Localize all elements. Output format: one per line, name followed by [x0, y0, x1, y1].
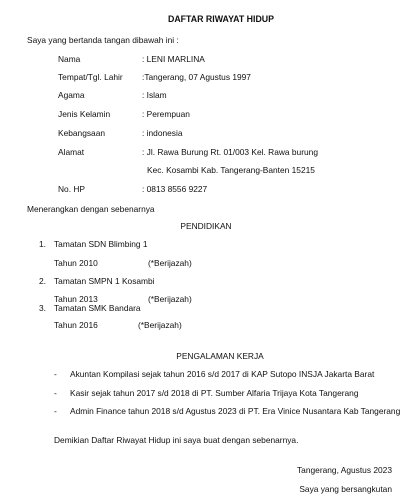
experience-bullet-1: - [54, 369, 57, 379]
education-school-2: Tamatan SMPN 1 Kosambi [54, 276, 155, 286]
value-jenis-kelamin: : Perempuan [142, 109, 190, 119]
label-kebangsaan: Kebangsaan [58, 128, 106, 138]
statement-text: Menerangkan dengan sebenarnya [27, 204, 155, 214]
label-jenis-kelamin: Jenis Kelamin [58, 109, 111, 119]
experience-item-1: Akuntan Kompilasi sejak tahun 2016 s/d 2017 di KAP Sutopo INSJA Jakarta Barat [70, 369, 375, 379]
education-number-1: 1. [39, 239, 46, 249]
experience-item-3: Admin Finance tahun 2018 s/d Agustus 2023 di PT. Era Vinice Nusantara Kab Tangerang [70, 406, 401, 416]
value-kebangsaan: : indonesia [142, 128, 183, 138]
experience-heading: PENGALAMAN KERJA [176, 351, 264, 361]
education-number-3: 3. [39, 303, 46, 313]
label-agama: Agama [58, 90, 85, 100]
education-year-2: Tahun 2013 [54, 294, 98, 304]
value-alamat-line2: Kec. Kosambi Kab. Tangerang-Banten 15215 [147, 165, 315, 175]
value-nama: : LENI MARLINA [142, 54, 205, 64]
label-ttl: Tempat/Tgl. Lahir [58, 72, 123, 82]
signature-place-date: Tangerang, Agustus 2023 [297, 465, 392, 475]
education-number-2: 2. [39, 276, 46, 286]
experience-item-2: Kasir sejak tahun 2017 s/d 2018 di PT. Sumber Alfaria Trijaya Kota Tangerang [70, 388, 359, 398]
education-note-1: (*Berijazah) [148, 258, 192, 268]
education-year-3: Tahun 2016 [54, 320, 98, 330]
education-heading: PENDIDIKAN [180, 221, 232, 231]
education-year-1: Tahun 2010 [54, 258, 98, 268]
education-note-2: (*Berijazah) [148, 294, 192, 304]
education-note-3: (*Berijazah) [138, 320, 182, 330]
education-school-3: Tamatan SMK Bandara [54, 303, 141, 313]
experience-bullet-2: - [54, 388, 57, 398]
label-no-hp: No. HP [58, 184, 85, 194]
label-alamat: Alamat [58, 147, 85, 157]
label-nama: Nama [58, 54, 81, 64]
value-ttl: :Tangerang, 07 Agustus 1997 [142, 72, 251, 82]
value-alamat-line1: : Jl. Rawa Burung Rt. 01/003 Kel. Rawa burung [142, 147, 318, 157]
experience-bullet-3: - [54, 406, 57, 416]
value-no-hp: : 0813 8556 9227 [142, 184, 208, 194]
closing-text: Demikian Daftar Riwayat Hidup ini saya buat dengan sebenarnya. [54, 435, 299, 445]
intro-text: Saya yang bertanda tangan dibawah ini : [27, 35, 179, 45]
signature-signer: Saya yang bersangkutan [299, 484, 392, 494]
education-school-1: Tamatan SDN Blimbing 1 [54, 239, 148, 249]
value-agama: : Islam [142, 90, 167, 100]
document-title: DAFTAR RIWAYAT HIDUP [167, 14, 275, 24]
